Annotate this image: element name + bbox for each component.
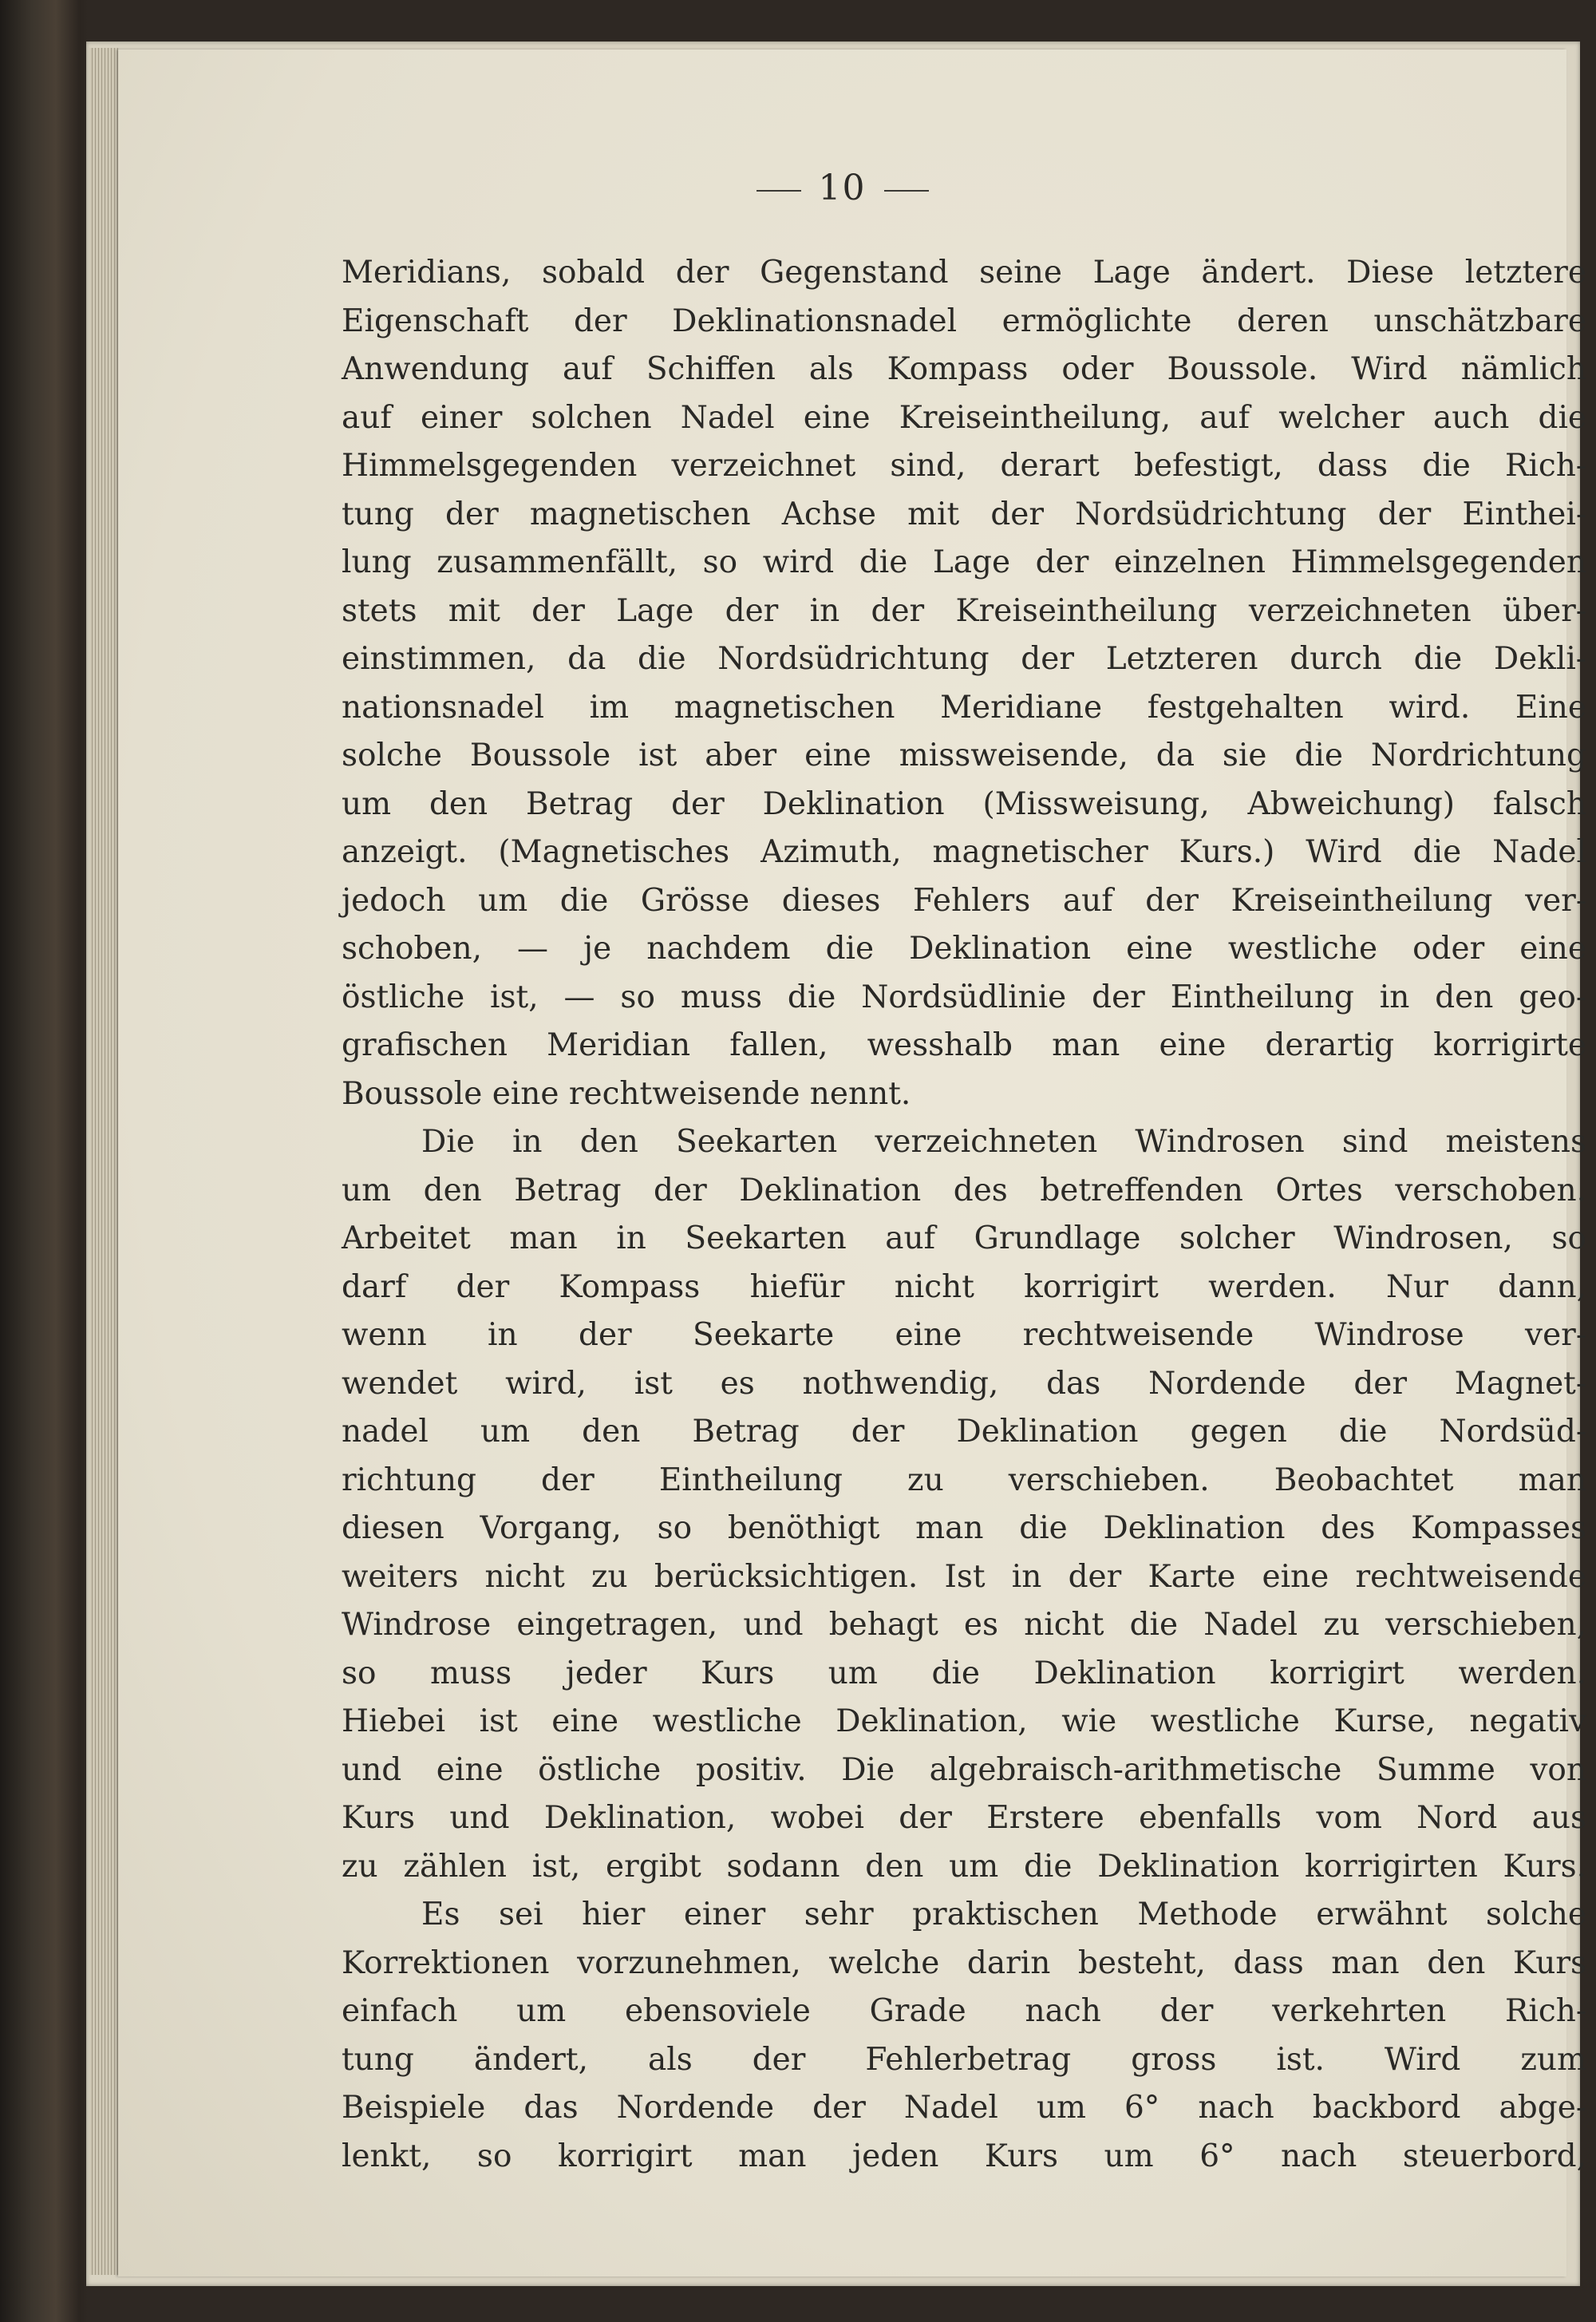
text-line: Windrose eingetragen, und behagt es nicht die Nadel zu verschieben,: [342, 1607, 1586, 1643]
text-line: um den Betrag der Deklination (Missweisung, Abweichung) falsch: [342, 785, 1586, 822]
text-line: stets mit der Lage der in der Kreiseintheilung verzeichneten über-: [342, 592, 1586, 629]
text-line: Himmelsgegenden verzeichnet sind, derart befestigt, dass die Rich-: [342, 448, 1586, 484]
text-line: Beispiele das Nordende der Nadel um 6° nach backbord abge-: [342, 2090, 1586, 2126]
text-line: Arbeitet man in Seekarten auf Grundlage solcher Windrosen, so: [342, 1220, 1586, 1256]
text-line: tung ändert, als der Fehlerbetrag gross ist. Wird zum: [342, 2041, 1586, 2078]
text-line: tung der magnetischen Achse mit der Nordsüdrichtung der Einthei-: [342, 496, 1586, 532]
text-line: grafischen Meridian fallen, wesshalb man eine derartig korrigirte: [342, 1027, 1586, 1063]
text-line: Kurs und Deklination, wobei der Erstere ebenfalls vom Nord aus: [342, 1800, 1586, 1836]
text-line: diesen Vorgang, so benöthigt man die Deklination des Kompasses: [342, 1510, 1586, 1546]
text-line: Die in den Seekarten verzeichneten Windrosen sind meistens: [421, 1124, 1586, 1160]
text-line: Es sei hier einer sehr praktischen Methode erwähnt solche: [421, 1897, 1586, 1932]
page-header: [118, 168, 1566, 208]
text-line: Korrektionen vorzunehmen, welche darin besteht, dass man den Kurs: [342, 1944, 1586, 1981]
text-line: Meridians, sobald der Gegenstand seine Lage ändert. Diese letztere: [342, 255, 1586, 291]
body-text: [342, 249, 1586, 2181]
text-line: um den Betrag der Deklination des betreffenden Ortes verschoben.: [342, 1172, 1586, 1208]
text-line: lung zusammenfällt, so wird die Lage der einzelnen Himmelsgegenden: [342, 544, 1586, 580]
text-line: wendet wird, ist es nothwendig, das Nordende der Magnet-: [342, 1365, 1586, 1402]
text-line: Hiebei ist eine westliche Deklination, wie westliche Kurse, negativ: [342, 1703, 1586, 1739]
text-line: Boussole eine rechtweisende nennt.: [342, 1075, 911, 1112]
text-line: jedoch um die Grösse dieses Fehlers auf der Kreiseintheilung ver-: [342, 882, 1586, 919]
text-line: Eigenschaft der Deklinationsnadel ermöglichte deren unschätzbare: [342, 303, 1586, 339]
page-edges: [89, 48, 118, 2275]
text-line: Anwendung auf Schiffen als Kompass oder Boussole. Wird nämlich: [342, 351, 1586, 387]
header-dash-right: [884, 190, 929, 192]
text-line: anzeigt. (Magnetisches Azimuth, magnetischer Kurs.) Wird die Nadel: [342, 834, 1586, 870]
text-line: östliche ist, — so muss die Nordsüdlinie der Eintheilung in den geo-: [342, 979, 1586, 1015]
text-line: auf einer solchen Nadel eine Kreiseintheilung, auf welcher auch die: [342, 399, 1586, 436]
text-line: schoben, — je nachdem die Deklination eine westliche oder eine: [342, 931, 1586, 967]
text-line: einstimmen, da die Nordsüdrichtung der Letzteren durch die Dekli-: [342, 641, 1586, 677]
text-line: lenkt, so korrigirt man jeden Kurs um 6° nach steuerbord,: [342, 2138, 1586, 2174]
book-page: [118, 49, 1586, 2277]
text-line: wenn in der Seekarte eine rechtweisende Windrose ver-: [342, 1317, 1586, 1353]
text-line: nadel um den Betrag der Deklination gegen die Nordsüd-: [342, 1414, 1586, 1450]
text-line: darf der Kompass hiefür nicht korrigirt werden. Nur dann,: [342, 1268, 1586, 1305]
text-line: zu zählen ist, ergibt sodann den um die Deklination korrigirten Kurs.: [342, 1848, 1586, 1885]
text-line: einfach um ebensoviele Grade nach der verkehrten Rich-: [342, 1993, 1586, 2029]
text-line: solche Boussole ist aber eine missweisende, da sie die Nordrichtung: [342, 738, 1586, 773]
text-line: so muss jeder Kurs um die Deklination korrigirt werden.: [342, 1655, 1586, 1691]
text-line: nationsnadel im magnetischen Meridiane festgehalten wird. Eine: [342, 689, 1586, 726]
text-line: weiters nicht zu berücksichtigen. Ist in der Karte eine rechtweisende: [342, 1558, 1586, 1595]
page-number: 10: [818, 168, 867, 208]
text-line: und eine östliche positiv. Die algebraisch-arithmetische Summe von: [342, 1751, 1586, 1788]
text-line: richtung der Eintheilung zu verschieben. Beobachtet man: [342, 1462, 1586, 1498]
header-dash-left: [757, 190, 801, 192]
